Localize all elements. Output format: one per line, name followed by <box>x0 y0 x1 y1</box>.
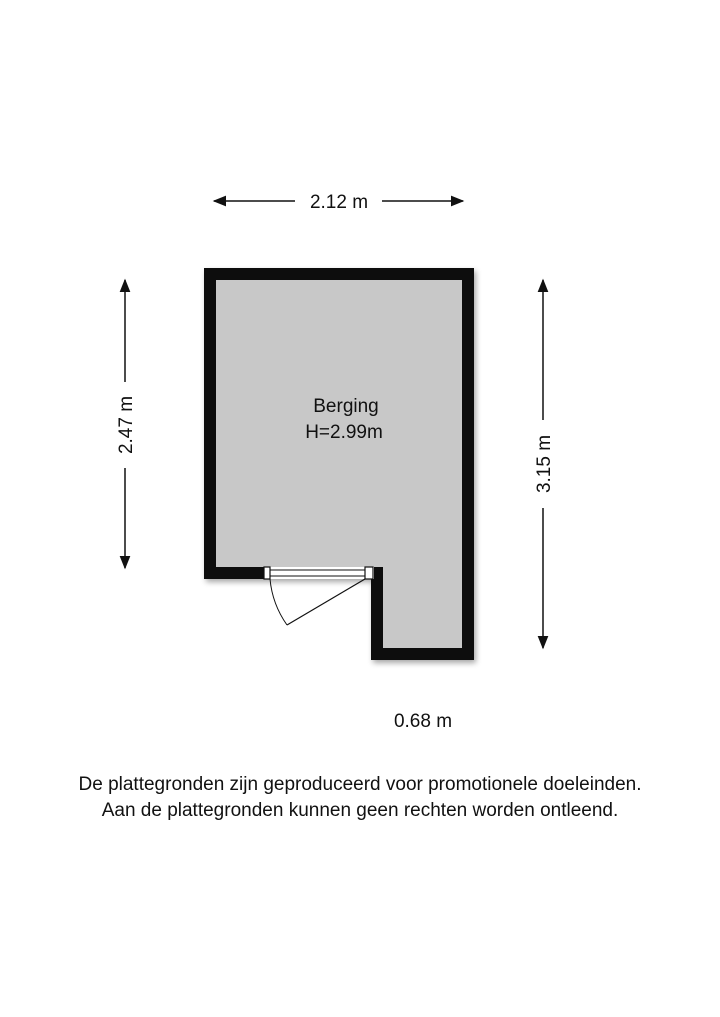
room-name: Berging <box>313 396 379 417</box>
disclaimer <box>0 772 720 824</box>
room-berging <box>204 268 474 660</box>
disclaimer-line-2: Aan de plattegronden kunnen geen rechten worden ontleend. <box>101 800 619 821</box>
door-frame-left <box>264 567 270 579</box>
door-opening <box>264 567 374 579</box>
dimension-label-right: 3.15 m <box>534 434 555 494</box>
dimension-label-top: 2.12 m <box>309 192 369 213</box>
disclaimer-line-1: De plattegronden zijn geproduceerd voor promotionele doeleinden. <box>78 774 642 795</box>
door <box>264 567 374 625</box>
door-leaf <box>287 579 365 625</box>
dimension-label-left: 2.47 m <box>116 395 137 455</box>
dimension-left-height <box>116 280 137 568</box>
room-floor <box>216 280 462 648</box>
dimension-right-height <box>534 280 555 648</box>
room-height: H=2.99m <box>305 422 383 443</box>
door-swing-arc <box>270 579 287 625</box>
dimension-top-width <box>214 192 463 213</box>
door-frame-right <box>365 567 373 579</box>
dimension-label-bottom: 0.68 m <box>393 711 453 732</box>
